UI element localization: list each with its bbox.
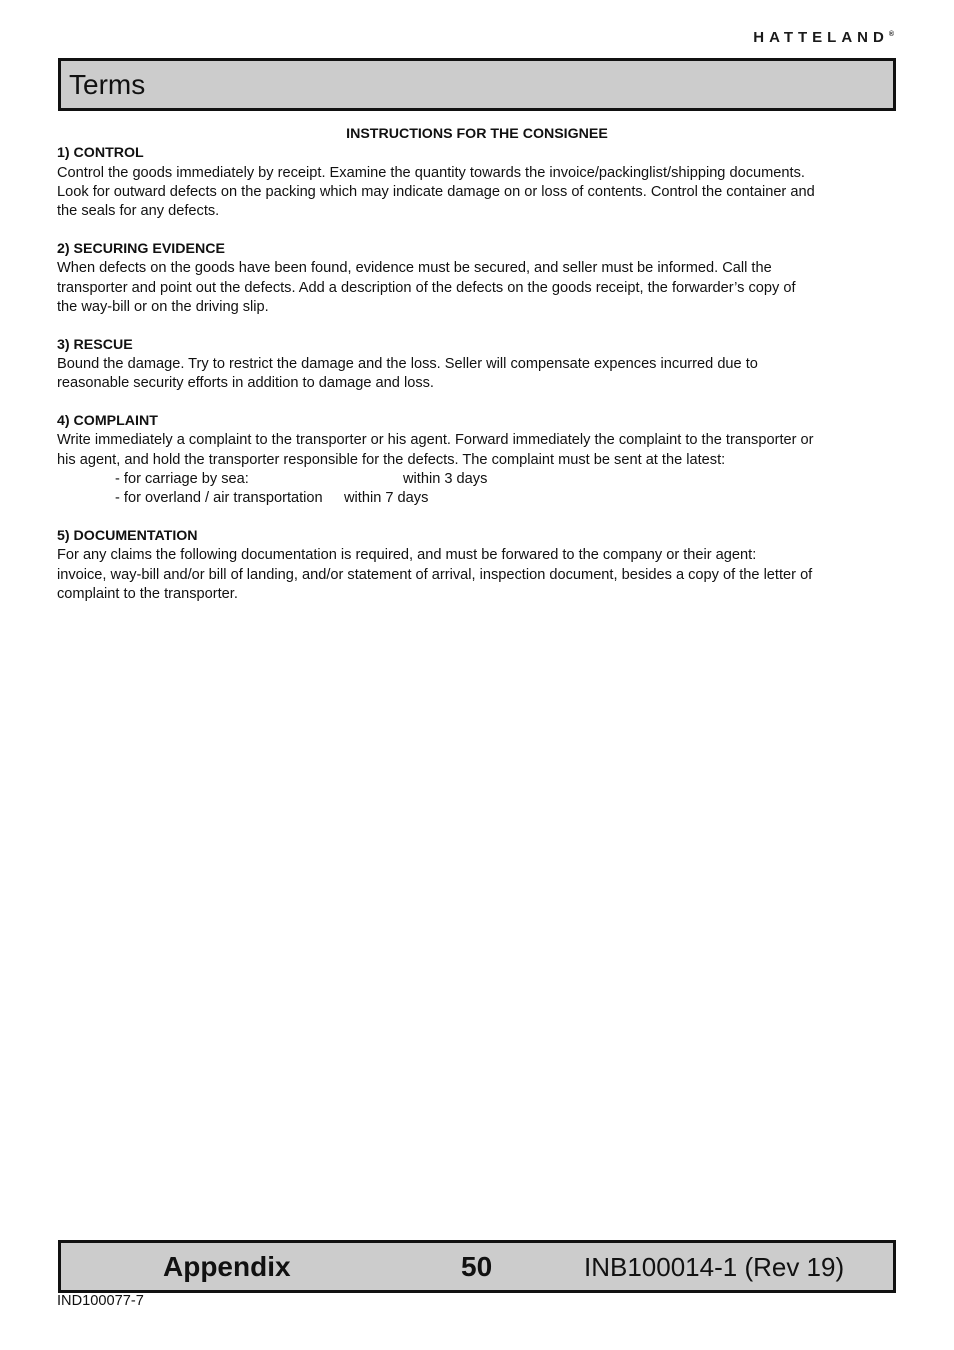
paragraph-line: complaint to the transporter. [57,585,238,602]
paragraph-line: reasonable security efforts in addition to damage and loss. [57,375,434,392]
paragraph-line: transporter and point out the defects. Add a description of the defects on the goods receipt, the forwarder’s copy of [57,279,796,296]
paragraph-line: his agent, and hold the transporter responsible for the defects. The complaint must be sent at the latest: [57,451,726,468]
section-heading: 5) DOCUMENTATION [57,528,198,545]
section-heading: 4) COMPLAINT [57,413,158,430]
page-number: 50 [461,1251,493,1282]
section-heading: 1) CONTROL [57,145,144,162]
section-complaint [57,412,897,508]
brand-logo [753,29,894,46]
footer-bar [58,1240,896,1293]
paragraph-line: Look for outward defects on the packing which may indicate damage on or loss of contents. Control the container and [57,183,815,200]
brand-name: HATTELAND [753,29,889,46]
deadline-value: within 7 days [344,490,429,507]
deadline-label: - for carriage by sea: [115,470,249,487]
paragraph-line: Bound the damage. Try to restrict the damage and the loss. Seller will compensate expences incurred due to [57,355,758,372]
instructions-heading: INSTRUCTIONS FOR THE CONSIGNEE [346,126,608,142]
section-control [57,144,897,221]
page-title: Terms [69,69,146,100]
paragraph-line: Write immediately a complaint to the transporter or his agent. Forward immediately the complaint to the transporter or [57,432,814,449]
paragraph-line: When defects on the goods have been found, evidence must be secured, and seller must be informed. Call the [57,260,772,277]
registered-mark: ® [888,31,894,38]
paragraph-line: invoice, way-bill and/or bill of landing, and/or statement of arrival, inspection document, besides a copy of the letter of [57,566,813,583]
section-heading: 3) RESCUE [57,336,133,353]
paragraph-line: Control the goods immediately by receipt. Examine the quantity towards the invoice/packinglist/shipping documents. [57,164,805,181]
deadline-row-overland [57,489,897,508]
footer-section-title: Appendix [163,1251,291,1282]
paragraph-line: the way-bill or on the driving slip. [57,298,269,315]
section-rescue [57,336,897,394]
title-bar [58,58,896,111]
paragraph-line: the seals for any defects. [57,203,220,220]
document-reference: INB100014-1 (Rev 19) [584,1252,845,1282]
deadline-row-sea [57,470,897,489]
section-securing-evidence [57,240,897,317]
deadline-value: within 3 days [403,470,488,487]
paragraph-line: For any claims the following documentation is required, and must be forwared to the company or their agent: [57,547,757,564]
deadline-label: - for overland / air transportation [115,490,323,507]
document-code: IND100077-7 [57,1293,144,1309]
document-body [57,125,897,623]
section-heading: 2) SECURING EVIDENCE [57,240,225,257]
section-documentation [57,527,897,604]
